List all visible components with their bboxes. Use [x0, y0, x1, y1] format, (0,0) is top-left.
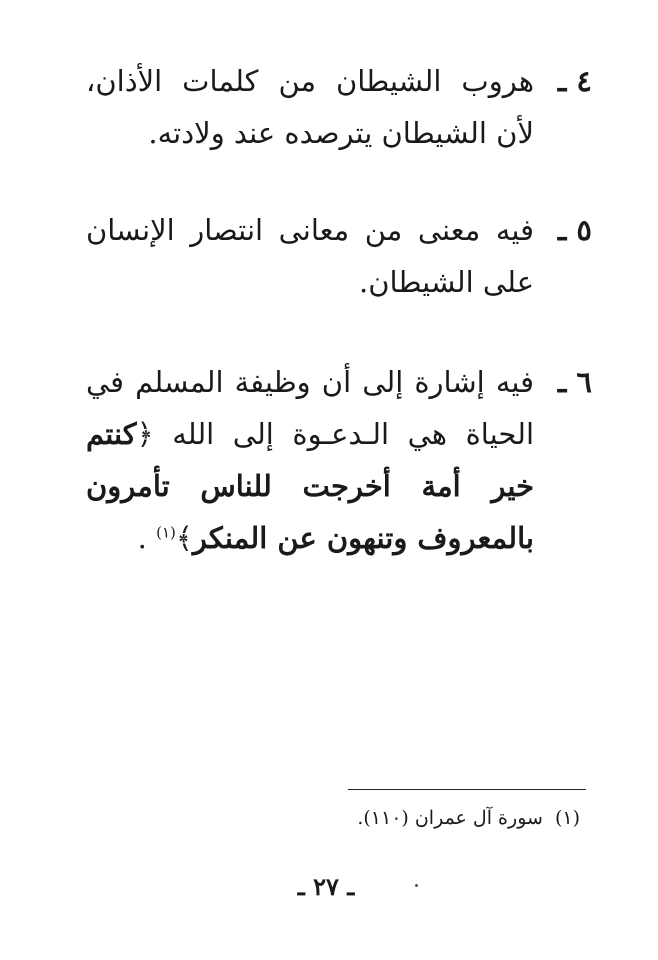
item-number: ٥ ـ	[557, 213, 592, 247]
list-item	[86, 204, 592, 308]
page-number: ـ ٢٧ ـ	[297, 872, 355, 901]
footnote	[357, 804, 580, 832]
quran-bracket-close: ﴾	[175, 521, 193, 555]
item-text: فيه معنى من معانى انتصار الإنسان على الشيطان.	[86, 213, 534, 299]
item-text: هروب الشيطان من كلمات الأذان، لأن الشيطان يترصده عند ولادته.	[86, 64, 534, 150]
item-number: ٤ ـ	[557, 64, 592, 98]
list-item	[86, 356, 592, 564]
footnote-text: سورة آل عمران (١١٠).	[357, 807, 543, 829]
item-text	[86, 356, 534, 564]
footnote-marker: (١)	[554, 807, 580, 829]
footnote-reference[interactable]: (١)	[156, 523, 176, 542]
footnote-divider	[348, 789, 586, 790]
item-number: ٦ ـ	[557, 365, 592, 399]
quran-bracket-open: ﴿	[136, 417, 154, 451]
sentence-end: .	[137, 521, 147, 555]
item-text-intro: فيه إشارة إلى أن وظيفة المسلم في الحياة هي الـدعـوة إلى الله	[86, 365, 534, 451]
list-item	[86, 55, 592, 159]
quran-quote: كنتم خير أمة أخرجت للناس تأمرون بالمعروف وتنهون عن المنكر	[86, 417, 534, 555]
